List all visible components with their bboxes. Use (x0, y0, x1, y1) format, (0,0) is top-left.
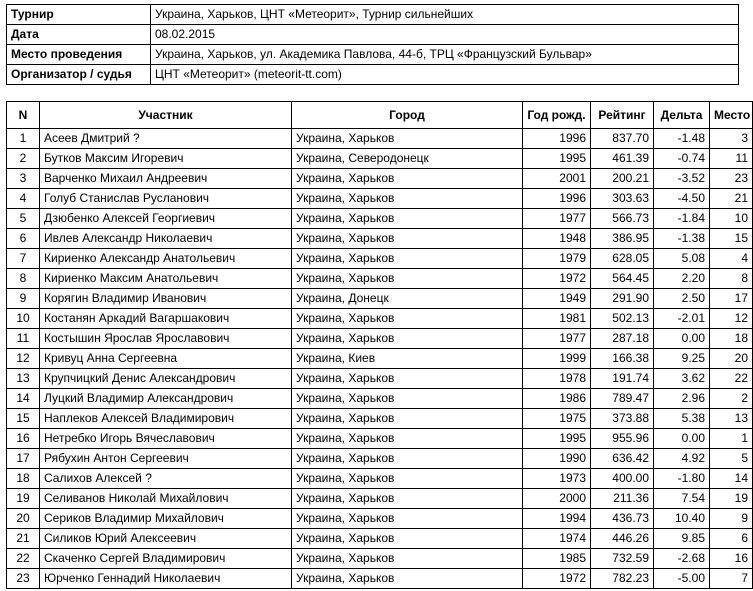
col-participant-cell: Корягин Владимир Иванович (40, 289, 292, 309)
col-participant-header: Участник (40, 102, 292, 129)
col-city-cell: Украина, Харьков (292, 329, 523, 349)
info-row (7, 25, 739, 45)
table-row (7, 149, 753, 169)
table-row (7, 229, 753, 249)
col-rating-cell: 461.39 (591, 149, 654, 169)
col-participant-cell: Асеев Дмитрий ? (40, 129, 292, 149)
col-rating-cell: 636.42 (591, 449, 654, 469)
col-place-cell: 10 (710, 209, 753, 229)
col-city-cell: Украина, Харьков (292, 389, 523, 409)
table-row (7, 429, 753, 449)
col-rating-cell: 291.90 (591, 289, 654, 309)
col-delta-cell: 0.00 (654, 329, 710, 349)
col-participant-cell: Крупчицкий Денис Александрович (40, 369, 292, 389)
col-birth-year-cell: 1981 (523, 309, 591, 329)
col-participant-cell: Костышин Ярослав Ярославович (40, 329, 292, 349)
col-rating-cell: 782.23 (591, 569, 654, 589)
col-delta-cell: 2.20 (654, 269, 710, 289)
col-participant-cell: Варченко Михаил Андреевич (40, 169, 292, 189)
col-rating-header: Рейтинг (591, 102, 654, 129)
col-rating-cell: 166.38 (591, 349, 654, 369)
tournament-info-table (6, 4, 739, 85)
col-delta-cell: 10.40 (654, 509, 710, 529)
col-birth-year-cell: 1977 (523, 209, 591, 229)
col-city-cell: Украина, Харьков (292, 129, 523, 149)
col-city-cell: Украина, Харьков (292, 209, 523, 229)
col-delta-cell: -5.00 (654, 569, 710, 589)
col-n-cell: 6 (7, 229, 40, 249)
col-participant-cell: Салихов Алексей ? (40, 469, 292, 489)
col-birth-year-cell: 1999 (523, 349, 591, 369)
col-place-cell: 16 (710, 549, 753, 569)
col-city-cell: Украина, Харьков (292, 569, 523, 589)
col-rating-cell: 732.59 (591, 549, 654, 569)
col-birth-year-cell: 1994 (523, 509, 591, 529)
col-birth-year-cell: 1995 (523, 149, 591, 169)
col-delta-cell: 3.62 (654, 369, 710, 389)
col-place-cell: 23 (710, 169, 753, 189)
col-participant-cell: Селиванов Николай Михайлович (40, 489, 292, 509)
table-row (7, 369, 753, 389)
table-row (7, 409, 753, 429)
col-rating-cell: 386.95 (591, 229, 654, 249)
col-place-cell: 13 (710, 409, 753, 429)
col-place-cell: 15 (710, 229, 753, 249)
col-birth-year-cell: 2001 (523, 169, 591, 189)
col-rating-cell: 287.18 (591, 329, 654, 349)
col-birth-year-cell: 1990 (523, 449, 591, 469)
col-place-cell: 8 (710, 269, 753, 289)
col-birth-year-cell: 1972 (523, 569, 591, 589)
col-place-cell: 3 (710, 129, 753, 149)
col-participant-cell: Силиков Юрий Алексеевич (40, 529, 292, 549)
col-delta-cell: 5.38 (654, 409, 710, 429)
col-city-cell: Украина, Харьков (292, 269, 523, 289)
col-city-cell: Украина, Харьков (292, 229, 523, 249)
table-row (7, 289, 753, 309)
col-delta-cell: 7.54 (654, 489, 710, 509)
col-participant-cell: Сериков Владимир Михайлович (40, 509, 292, 529)
col-city-cell: Украина, Харьков (292, 169, 523, 189)
col-n-cell: 3 (7, 169, 40, 189)
col-n-cell: 15 (7, 409, 40, 429)
col-n-cell: 1 (7, 129, 40, 149)
col-n-cell: 5 (7, 209, 40, 229)
col-n-cell: 2 (7, 149, 40, 169)
col-birth-year-cell: 1978 (523, 369, 591, 389)
col-rating-cell: 373.88 (591, 409, 654, 429)
col-city-header: Город (292, 102, 523, 129)
table-row (7, 189, 753, 209)
col-city-cell: Украина, Харьков (292, 189, 523, 209)
col-n-cell: 18 (7, 469, 40, 489)
col-city-cell: Украина, Киев (292, 349, 523, 369)
col-city-cell: Украина, Харьков (292, 449, 523, 469)
col-city-cell: Украина, Харьков (292, 549, 523, 569)
col-n-header: N (7, 102, 40, 129)
col-rating-cell: 564.45 (591, 269, 654, 289)
col-city-cell: Украина, Харьков (292, 489, 523, 509)
col-delta-cell: -0.74 (654, 149, 710, 169)
col-city-cell: Украина, Харьков (292, 309, 523, 329)
col-rating-cell: 211.36 (591, 489, 654, 509)
table-row (7, 469, 753, 489)
table-row (7, 569, 753, 589)
col-delta-cell: 2.50 (654, 289, 710, 309)
col-n-cell: 21 (7, 529, 40, 549)
col-rating-cell: 436.73 (591, 509, 654, 529)
table-row (7, 509, 753, 529)
col-place-cell: 2 (710, 389, 753, 409)
table-row (7, 449, 753, 469)
header-row (7, 102, 753, 129)
col-birth-year-cell: 1979 (523, 249, 591, 269)
col-participant-cell: Бутков Максим Игоревич (40, 149, 292, 169)
table-row (7, 309, 753, 329)
table-row (7, 329, 753, 349)
col-participant-cell: Голуб Станислав Русланович (40, 189, 292, 209)
table-row (7, 529, 753, 549)
col-place-cell: 12 (710, 309, 753, 329)
col-place-cell: 21 (710, 189, 753, 209)
col-participant-cell: Ивлев Александр Николаевич (40, 229, 292, 249)
col-birth-year-cell: 1972 (523, 269, 591, 289)
col-delta-cell: -2.68 (654, 549, 710, 569)
table-row (7, 129, 753, 149)
col-delta-cell: 0.00 (654, 429, 710, 449)
results-header (7, 102, 753, 129)
col-participant-cell: Нетребко Игорь Вячеславович (40, 429, 292, 449)
col-birth-year-cell: 1949 (523, 289, 591, 309)
col-birth-year-cell: 1985 (523, 549, 591, 569)
col-place-cell: 17 (710, 289, 753, 309)
col-city-cell: Украина, Харьков (292, 529, 523, 549)
table-row (7, 489, 753, 509)
col-n-cell: 14 (7, 389, 40, 409)
col-city-cell: Украина, Северодонецк (292, 149, 523, 169)
col-rating-cell: 191.74 (591, 369, 654, 389)
col-birth-year-cell: 1995 (523, 429, 591, 449)
col-participant-cell: Дзюбенко Алексей Георгиевич (40, 209, 292, 229)
col-n-cell: 9 (7, 289, 40, 309)
col-participant-cell: Рябухин Антон Сергеевич (40, 449, 292, 469)
col-n-cell: 11 (7, 329, 40, 349)
col-delta-header: Дельта (654, 102, 710, 129)
col-birth-year-cell: 1974 (523, 529, 591, 549)
col-birth-year-cell: 1973 (523, 469, 591, 489)
info-label: Место проведения (7, 45, 151, 65)
col-n-cell: 19 (7, 489, 40, 509)
col-participant-cell: Луцкий Владимир Александрович (40, 389, 292, 409)
table-row (7, 389, 753, 409)
col-participant-cell: Кириенко Александр Анатольевич (40, 249, 292, 269)
col-delta-cell: -3.52 (654, 169, 710, 189)
col-n-cell: 4 (7, 189, 40, 209)
col-delta-cell: -2.01 (654, 309, 710, 329)
table-row (7, 349, 753, 369)
info-value: Украина, Харьков, ул. Академика Павлова, 44-б, ТРЦ «Французский Бульвар» (151, 45, 739, 65)
col-birth-year-cell: 1986 (523, 389, 591, 409)
col-participant-cell: Наплеков Алексей Владимирович (40, 409, 292, 429)
col-n-cell: 17 (7, 449, 40, 469)
col-rating-cell: 837.70 (591, 129, 654, 149)
col-delta-cell: -1.38 (654, 229, 710, 249)
col-delta-cell: 9.25 (654, 349, 710, 369)
info-label: Турнир (7, 5, 151, 25)
col-rating-cell: 566.73 (591, 209, 654, 229)
col-city-cell: Украина, Харьков (292, 509, 523, 529)
col-participant-cell: Кривуц Анна Сергеевна (40, 349, 292, 369)
col-place-cell: 11 (710, 149, 753, 169)
col-n-cell: 23 (7, 569, 40, 589)
col-place-cell: 7 (710, 569, 753, 589)
info-value: Украина, Харьков, ЦНТ «Метеорит», Турнир сильнейших (151, 5, 739, 25)
col-participant-cell: Скаченко Сергей Владимирович (40, 549, 292, 569)
col-participant-cell: Костанян Аркадий Вагаршакович (40, 309, 292, 329)
col-delta-cell: 5.08 (654, 249, 710, 269)
col-delta-cell: -1.84 (654, 209, 710, 229)
col-delta-cell: 9.85 (654, 529, 710, 549)
col-city-cell: Украина, Харьков (292, 409, 523, 429)
col-place-cell: 19 (710, 489, 753, 509)
col-rating-cell: 502.13 (591, 309, 654, 329)
col-n-cell: 12 (7, 349, 40, 369)
col-rating-cell: 628.05 (591, 249, 654, 269)
col-rating-cell: 446.26 (591, 529, 654, 549)
col-place-cell: 4 (710, 249, 753, 269)
table-row (7, 249, 753, 269)
tournament-info-body (7, 5, 739, 85)
info-row (7, 5, 739, 25)
col-delta-cell: 2.96 (654, 389, 710, 409)
results-table (6, 101, 753, 589)
col-city-cell: Украина, Харьков (292, 469, 523, 489)
info-value: 08.02.2015 (151, 25, 739, 45)
col-place-cell: 20 (710, 349, 753, 369)
col-delta-cell: -1.80 (654, 469, 710, 489)
col-birth-year-cell: 1948 (523, 229, 591, 249)
col-birth-year-cell: 1977 (523, 329, 591, 349)
col-n-cell: 7 (7, 249, 40, 269)
table-row (7, 269, 753, 289)
col-place-cell: 14 (710, 469, 753, 489)
col-n-cell: 22 (7, 549, 40, 569)
col-birth-year-cell: 2000 (523, 489, 591, 509)
col-rating-cell: 400.00 (591, 469, 654, 489)
table-row (7, 549, 753, 569)
info-row (7, 45, 739, 65)
col-city-cell: Украина, Харьков (292, 429, 523, 449)
table-row (7, 209, 753, 229)
results-body (7, 129, 753, 589)
col-delta-cell: 4.92 (654, 449, 710, 469)
col-birth-year-cell: 1996 (523, 129, 591, 149)
col-place-cell: 5 (710, 449, 753, 469)
col-n-cell: 20 (7, 509, 40, 529)
col-place-cell: 22 (710, 369, 753, 389)
col-city-cell: Украина, Харьков (292, 249, 523, 269)
col-birth-year-cell: 1996 (523, 189, 591, 209)
col-place-cell: 6 (710, 529, 753, 549)
info-label: Дата (7, 25, 151, 45)
info-row (7, 65, 739, 85)
info-label: Организатор / судья (7, 65, 151, 85)
col-place-header: Место (710, 102, 753, 129)
col-n-cell: 16 (7, 429, 40, 449)
col-delta-cell: -1.48 (654, 129, 710, 149)
col-delta-cell: -4.50 (654, 189, 710, 209)
col-place-cell: 9 (710, 509, 753, 529)
info-value: ЦНТ «Метеорит» (meteorit-tt.com) (151, 65, 739, 85)
col-rating-cell: 200.21 (591, 169, 654, 189)
col-n-cell: 8 (7, 269, 40, 289)
col-birth-year-header: Год рожд. (523, 102, 591, 129)
col-participant-cell: Юрченко Геннадий Николаевич (40, 569, 292, 589)
col-n-cell: 10 (7, 309, 40, 329)
col-participant-cell: Кириенко Максим Анатольевич (40, 269, 292, 289)
col-birth-year-cell: 1975 (523, 409, 591, 429)
table-row (7, 169, 753, 189)
col-n-cell: 13 (7, 369, 40, 389)
col-rating-cell: 303.63 (591, 189, 654, 209)
col-place-cell: 18 (710, 329, 753, 349)
col-city-cell: Украина, Донецк (292, 289, 523, 309)
col-place-cell: 1 (710, 429, 753, 449)
col-rating-cell: 789.47 (591, 389, 654, 409)
col-city-cell: Украина, Харьков (292, 369, 523, 389)
col-rating-cell: 955.96 (591, 429, 654, 449)
